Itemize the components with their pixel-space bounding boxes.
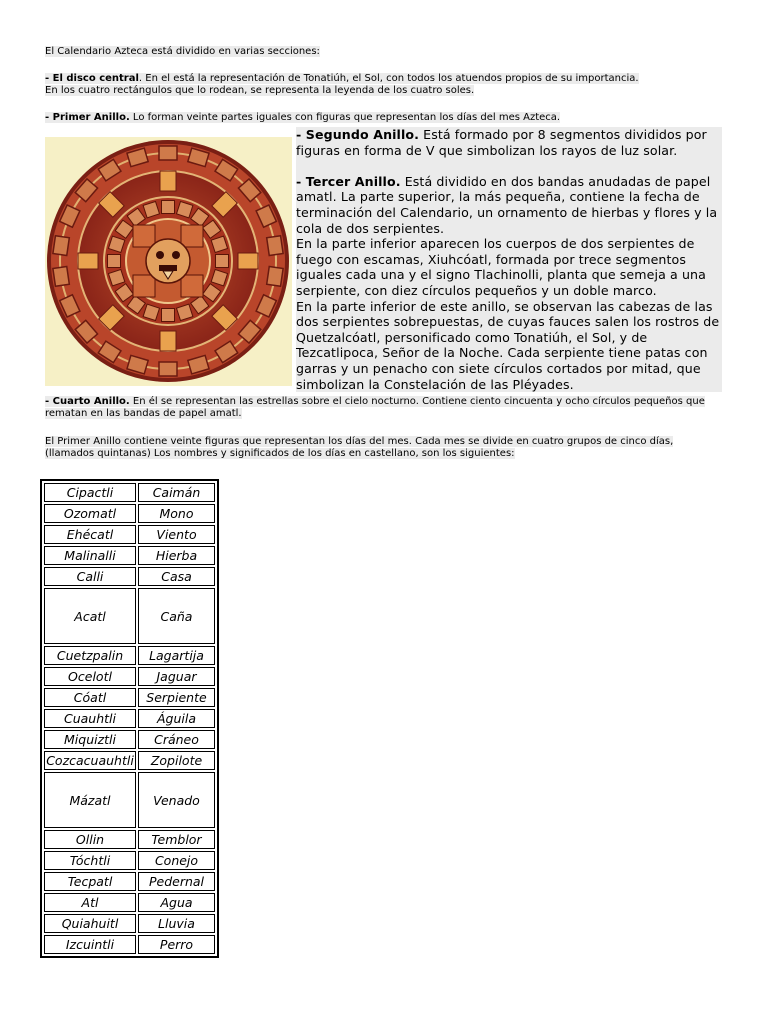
day-spanish-cell: Lagartija bbox=[138, 646, 215, 665]
day-nahuatl-cell: Cuetzpalin bbox=[44, 646, 136, 665]
tercer-anillo-text: Está dividido en dos bandas anudadas de papel amatl. La parte superior, la más pequeña, contiene la fecha de terminación del Calendario, un ornamento de hierbas y flores y la cola de dos serpientes. bbox=[296, 173, 718, 236]
day-nahuatl-cell: Ollin bbox=[44, 830, 136, 849]
segundo-anillo-paragraph bbox=[296, 127, 722, 158]
table-row bbox=[44, 772, 215, 828]
table-row bbox=[44, 588, 215, 644]
table-row bbox=[44, 646, 215, 665]
day-spanish-cell: Caimán bbox=[138, 483, 215, 502]
segundo-anillo-text: Está formado por 8 segmentos divididos por figuras en forma de V que simbolizan los rayos de luz solar. bbox=[296, 127, 707, 158]
day-spanish-cell: Mono bbox=[138, 504, 215, 523]
disco-central-text: . En el está la representación de Tonatiúh, el Sol, con todos los atuendos propios de su importancia. bbox=[138, 73, 639, 84]
disco-central-text-2: En los cuatro rectángulos que lo rodean, se representa la leyenda de los cuatro soles. bbox=[45, 85, 475, 96]
day-spanish-cell: Zopilote bbox=[138, 751, 215, 770]
day-nahuatl-cell: Atl bbox=[44, 893, 136, 912]
tercer-anillo-paragraph bbox=[296, 174, 722, 236]
day-spanish-cell: Jaguar bbox=[138, 667, 215, 686]
day-spanish-cell: Hierba bbox=[138, 546, 215, 565]
day-nahuatl-cell: Acatl bbox=[44, 588, 136, 644]
cuarto-anillo-paragraph bbox=[45, 396, 725, 420]
cabezas-paragraph: En la parte inferior de este anillo, se observan las cabezas de las dos serpientes sobrepuestas, de cuyas fauces salen los rostros de Quetzalcóatl, personificado como Tonatiúh, el Sol, y de Tezcatlipoca, Señor de la Noche. Cada serpiente tiene patas con garras y un penacho con siete círculos cortados por mitad, que simbolizan la Constelación de las Pléyades. bbox=[296, 298, 720, 392]
table-row bbox=[44, 830, 215, 849]
day-nahuatl-cell: Cipactli bbox=[44, 483, 136, 502]
day-nahuatl-cell: Malinalli bbox=[44, 546, 136, 565]
tercer-anillo-label: - Tercer Anillo. bbox=[296, 173, 401, 189]
table-row bbox=[44, 709, 215, 728]
table-row bbox=[44, 935, 215, 954]
day-nahuatl-cell: Mázatl bbox=[44, 772, 136, 828]
table-row bbox=[44, 504, 215, 523]
day-spanish-cell: Caña bbox=[138, 588, 215, 644]
day-spanish-cell: Lluvia bbox=[138, 914, 215, 933]
primer-anillo-paragraph bbox=[45, 112, 725, 124]
table-row bbox=[44, 730, 215, 749]
day-spanish-cell: Casa bbox=[138, 567, 215, 586]
cuarto-anillo-text: En él se representan las estrellas sobre el cielo nocturno. Contiene ciento cincuenta y ocho círculos pequeños que rematan en las bandas de papel amatl. bbox=[45, 396, 705, 419]
disco-central-label: - El disco central bbox=[45, 73, 139, 84]
table-row bbox=[44, 872, 215, 891]
intro-heading-text: El Calendario Azteca está dividido en varias secciones: bbox=[45, 46, 320, 57]
disco-central-paragraph bbox=[45, 73, 725, 97]
table-row bbox=[44, 525, 215, 544]
day-spanish-cell: Venado bbox=[138, 772, 215, 828]
day-spanish-cell: Águila bbox=[138, 709, 215, 728]
table-row bbox=[44, 751, 215, 770]
day-nahuatl-cell: Izcuintli bbox=[44, 935, 136, 954]
day-nahuatl-cell: Ozomatl bbox=[44, 504, 136, 523]
day-spanish-cell: Viento bbox=[138, 525, 215, 544]
day-nahuatl-cell: Miquiztli bbox=[44, 730, 136, 749]
table-row bbox=[44, 667, 215, 686]
day-spanish-cell: Perro bbox=[138, 935, 215, 954]
day-nahuatl-cell: Calli bbox=[44, 567, 136, 586]
day-spanish-cell: Agua bbox=[138, 893, 215, 912]
table-row bbox=[44, 914, 215, 933]
day-spanish-cell: Conejo bbox=[138, 851, 215, 870]
days-intro-paragraph bbox=[45, 436, 725, 460]
days-table bbox=[40, 479, 219, 958]
anillos-description bbox=[296, 127, 722, 392]
cuarto-anillo-label: - Cuarto Anillo. bbox=[45, 396, 130, 407]
day-spanish-cell: Pedernal bbox=[138, 872, 215, 891]
table-row bbox=[44, 483, 215, 502]
table-row bbox=[44, 567, 215, 586]
intro-heading bbox=[45, 46, 725, 58]
primer-anillo-label: - Primer Anillo. bbox=[45, 112, 130, 123]
day-nahuatl-cell: Cozcacuauhtli bbox=[44, 751, 136, 770]
primer-anillo-text: Lo forman veinte partes iguales con figuras que representan los días del mes Azteca. bbox=[129, 112, 561, 123]
days-intro-text: El Primer Anillo contiene veinte figuras que representan los días del mes. Cada mes se divide en cuatro grupos de cinco días, (llamados quintanas) Los nombres y significados de los días en castellano, son los siguientes: bbox=[45, 436, 674, 459]
day-spanish-cell: Temblor bbox=[138, 830, 215, 849]
day-nahuatl-cell: Tecpatl bbox=[44, 872, 136, 891]
table-row bbox=[44, 893, 215, 912]
day-nahuatl-cell: Cuauhtli bbox=[44, 709, 136, 728]
segundo-anillo-label: - Segundo Anillo. bbox=[296, 127, 420, 142]
day-spanish-cell: Serpiente bbox=[138, 688, 215, 707]
day-nahuatl-cell: Quiahuitl bbox=[44, 914, 136, 933]
aztec-calendar-image bbox=[45, 137, 292, 386]
day-nahuatl-cell: Cóatl bbox=[44, 688, 136, 707]
day-nahuatl-cell: Ehécatl bbox=[44, 525, 136, 544]
table-row bbox=[44, 851, 215, 870]
table-row bbox=[44, 546, 215, 565]
day-nahuatl-cell: Ocelotl bbox=[44, 667, 136, 686]
day-spanish-cell: Cráneo bbox=[138, 730, 215, 749]
serpientes-paragraph: En la parte inferior aparecen los cuerpos de dos serpientes de fuego con escamas, Xiuhcóatl, formada por trece segmentos iguales cada una y el signo Tlachinolli, planta que semeja a una serpiente, con diez círculos pequeños y un doble marco. bbox=[296, 236, 706, 298]
day-nahuatl-cell: Tóchtli bbox=[44, 851, 136, 870]
table-row bbox=[44, 688, 215, 707]
